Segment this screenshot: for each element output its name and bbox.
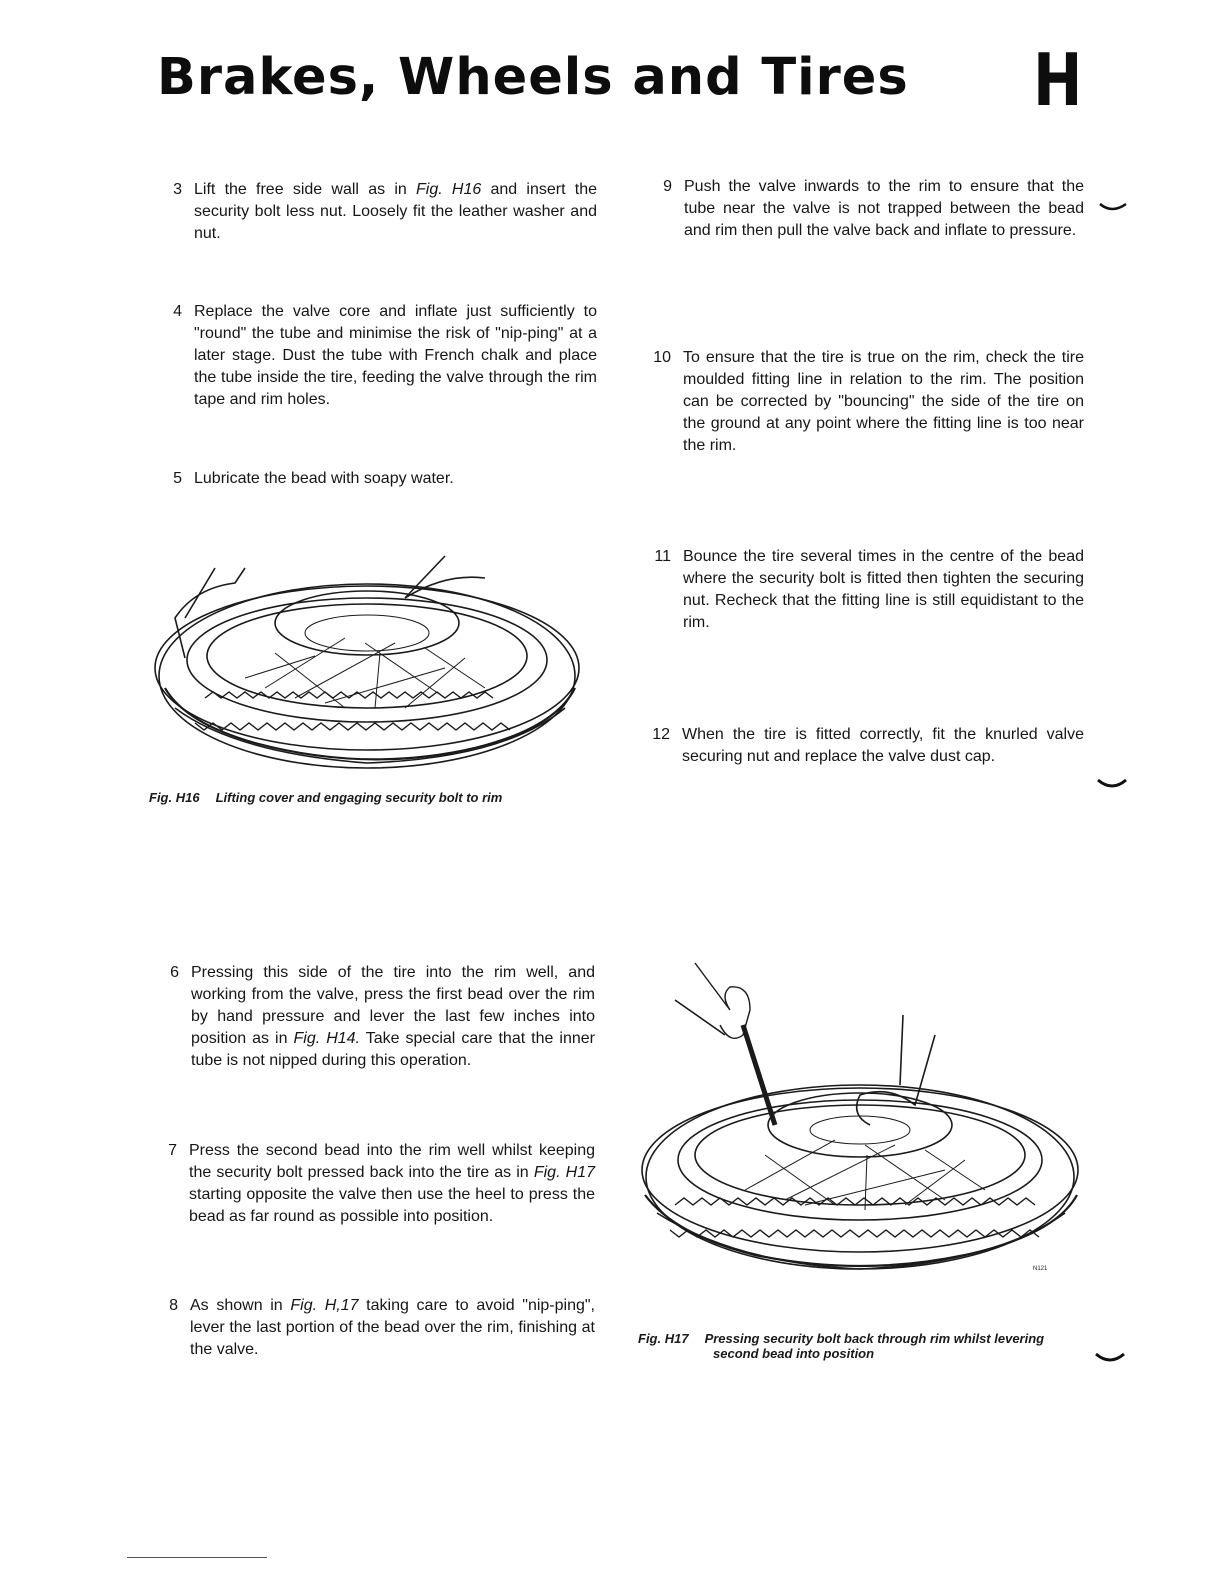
step-text: Pressing this side of the tire into the rim well, and working from the valve, press the first bead over the rim by hand pressure and lever the last few inches into position as in Fig. H14. Take special care that the inner tube is not nipped during this operation. <box>191 964 595 1069</box>
figure-reference: Fig. H,17 <box>290 1297 359 1314</box>
step-number: 12 <box>652 726 670 743</box>
margin-mark <box>1098 200 1130 214</box>
figure-reference: Fig. H16 <box>416 181 482 198</box>
step-4 <box>173 301 597 411</box>
step-text: Push the valve inwards to the rim to ensure that the tube near the valve is not trapped between the bead and rim then pull the valve back and inflate to pressure. <box>684 178 1084 239</box>
step-number: 5 <box>173 470 182 487</box>
caption-text-line1: Pressing security bolt back through rim whilst levering <box>704 1331 1045 1346</box>
section-letter: H <box>1033 38 1083 122</box>
step-number: 9 <box>663 178 672 195</box>
figure-id: Fig. H17 <box>638 1331 689 1346</box>
step-number: 11 <box>654 548 671 565</box>
step-text: Bounce the tire several times in the centre of the bead where the security bolt is fitted then tighten the securing nut. Recheck that the fitting line is still equidistant to the rim. <box>683 548 1084 631</box>
step-5 <box>173 468 597 490</box>
step-7 <box>168 1140 596 1228</box>
step-number: 8 <box>169 1297 178 1314</box>
step-11 <box>654 546 1084 634</box>
step-text: Press the second bead into the rim well whilst keeping the security bolt pressed back into the tire as in Fig. H17 starting opposite the valve then use the heel to press the bead as far round as possible into position. <box>189 1142 596 1225</box>
step-text: Lubricate the bead with soapy water. <box>194 470 454 487</box>
step-8 <box>169 1295 595 1361</box>
figure-h16-caption <box>149 790 502 805</box>
footer-rule <box>127 1557 267 1558</box>
figure-reference: Fig. H14. <box>293 1030 361 1047</box>
step-10 <box>653 347 1084 457</box>
figure-h17 <box>635 955 1085 1285</box>
figure-h17-caption <box>638 1331 1044 1361</box>
margin-mark <box>1096 776 1130 792</box>
step-number: 6 <box>170 964 179 981</box>
figure-reference: Fig. H17 <box>533 1164 596 1181</box>
margin-mark <box>1094 1350 1128 1366</box>
step-number: 10 <box>653 349 671 366</box>
step-number: 7 <box>168 1142 177 1159</box>
caption-text: Lifting cover and engaging security bolt to rim <box>215 790 503 805</box>
step-text: Lift the free side wall as in Fig. H16 and insert the security bolt less nut. Loosely fit the leather washer and nut. <box>194 181 597 242</box>
step-12 <box>652 724 1084 768</box>
step-6 <box>170 962 595 1072</box>
caption-text-line2: second bead into position <box>713 1346 875 1361</box>
step-text: When the tire is fitted correctly, fit the knurled valve securing nut and replace the valve dust cap. <box>682 726 1084 765</box>
tire-lever-illustration <box>635 955 1085 1285</box>
figure-id: Fig. H16 <box>149 790 200 805</box>
tire-illustration <box>145 548 595 783</box>
step-number: 4 <box>173 303 182 320</box>
step-number: 3 <box>173 181 182 198</box>
step-3 <box>173 179 597 245</box>
step-text: To ensure that the tire is true on the rim, check the tire moulded fitting line in relation to the rim. The position can be corrected by "bouncing" the side of the tire on the ground at any point where the fitting line is too near the rim. <box>683 349 1084 454</box>
step-9 <box>663 176 1084 242</box>
step-text: Replace the valve core and inflate just sufficiently to "round" the tube and minimise the risk of "nip-ping" at a later stage. Dust the tube with French chalk and place the tube inside the tire, feeding the valve through the rim tape and rim holes. <box>194 303 597 408</box>
figure-h16 <box>145 548 595 783</box>
step-text: As shown in Fig. H,17 taking care to avoid "nip-ping", lever the last portion of the bead over the rim, finishing at the valve. <box>190 1297 595 1358</box>
plate-code: N121 <box>1033 1266 1048 1272</box>
page-title: Brakes, Wheels and Tires <box>157 48 909 107</box>
